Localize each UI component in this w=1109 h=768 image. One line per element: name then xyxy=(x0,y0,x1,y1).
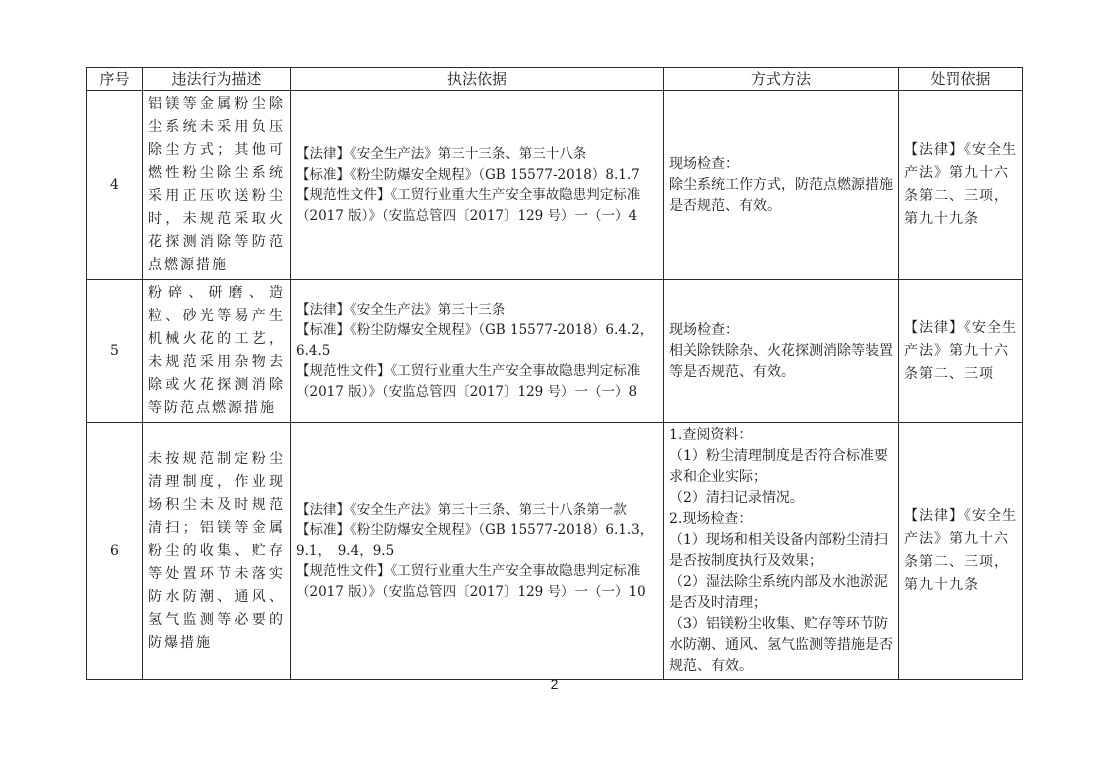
row-desc: 粉碎、研磨、造粒、砂光等易产生机械火花的工艺，未规范采用杂物去除或火花探测消除等防范点燃源措施 xyxy=(143,280,291,423)
basis-normative-doc: 【规范性文件】《工贸行业重大生产安全事故隐患判定标准（2017 版）》（安监总管四〔2017〕129 号）一（一）4 xyxy=(296,187,641,224)
method-line: 相关除铁除杂、火花探测消除等装置等是否规范、有效。 xyxy=(669,342,893,380)
row-penalty: 【法律】《安全生产法》第九十六条第二、三项，第九十九条 xyxy=(899,91,1023,280)
basis-standard: 【标准】《粉尘防爆安全规程》（GB 15577-2018）6.4.2，6.4.5 xyxy=(296,322,654,359)
header-method: 方式方法 xyxy=(664,68,899,91)
row-method xyxy=(664,280,899,423)
method-line: （1）现场和相关设备内部粉尘清扫是否按制度执行及效果； xyxy=(669,532,888,569)
method-line: 现场检查： xyxy=(669,155,739,172)
row-desc: 铝镁等金属粉尘除尘系统未采用负压除尘方式；其他可燃性粉尘除尘系统采用正压吹送粉尘时，未规范采取火花探测消除等防范点燃源措施 xyxy=(143,91,291,280)
page-number: 2 xyxy=(550,676,559,692)
row-method xyxy=(664,91,899,280)
table-row xyxy=(87,423,1023,680)
row-basis xyxy=(291,280,664,423)
table-row xyxy=(87,91,1023,280)
basis-law: 【法律】《安全生产法》第三十三条、第三十八条第一款 xyxy=(296,501,627,518)
method-line: （3）铝镁粉尘收集、贮存等环节防水防潮、通风、氢气监测等措施是否规范、有效。 xyxy=(669,616,893,674)
table-header-row xyxy=(87,68,1023,91)
row-seq: 5 xyxy=(87,280,143,423)
row-seq: 4 xyxy=(87,91,143,280)
row-seq: 6 xyxy=(87,423,143,680)
row-penalty: 【法律】《安全生产法》第九十六条第二、三项 xyxy=(899,280,1023,423)
row-basis xyxy=(291,91,664,280)
method-line: （2）湿法除尘系统内部及水池淤泥是否及时清理； xyxy=(669,574,888,611)
row-basis xyxy=(291,423,664,680)
header-desc: 违法行为描述 xyxy=(143,68,291,91)
method-line: 1.查阅资料： xyxy=(669,427,753,443)
header-basis: 执法依据 xyxy=(291,68,664,91)
method-line: （1）粉尘清理制度是否符合标准要求和企业实际； xyxy=(669,448,888,485)
header-seq: 序号 xyxy=(87,68,143,91)
row-method xyxy=(664,423,899,680)
row-desc: 未按规范制定粉尘清理制度，作业现场积尘未及时规范清扫；铝镁等金属粉尘的收集、贮存等处置环节未落实防水防潮、通风、氢气监测等必要的防爆措施 xyxy=(143,423,291,680)
header-penalty: 处罚依据 xyxy=(899,68,1023,91)
method-line: 现场检查： xyxy=(669,321,739,338)
method-line: 除尘系统工作方式，防范点燃源措施是否规范、有效。 xyxy=(669,176,893,214)
table-row xyxy=(87,280,1023,423)
basis-normative-doc: 【规范性文件】《工贸行业重大生产安全事故隐患判定标准（2017 版）》（安监总管四〔2017〕129 号）一（一）10 xyxy=(296,563,646,600)
basis-law: 【法律】《安全生产法》第三十三条、第三十八条 xyxy=(296,146,587,162)
enforcement-table xyxy=(86,67,1023,680)
basis-standard: 【标准】《粉尘防爆安全规程》（GB 15577-2018）8.1.7 xyxy=(296,166,640,183)
method-line: 2.现场检查： xyxy=(669,511,753,527)
basis-law: 【法律】《安全生产法》第三十三条 xyxy=(296,301,506,318)
method-line: （2）清扫记录情况。 xyxy=(669,490,804,506)
row-penalty: 【法律】《安全生产法》第九十六条第二、三项，第九十九条 xyxy=(899,423,1023,680)
basis-standard: 【标准】《粉尘防爆安全规程》（GB 15577-2018）6.1.3，9.1， 9.4，9.5 xyxy=(296,522,654,559)
basis-normative-doc: 【规范性文件】《工贸行业重大生产安全事故隐患判定标准（2017 版）》（安监总管四〔2017〕129 号）一（一）8 xyxy=(296,363,641,400)
